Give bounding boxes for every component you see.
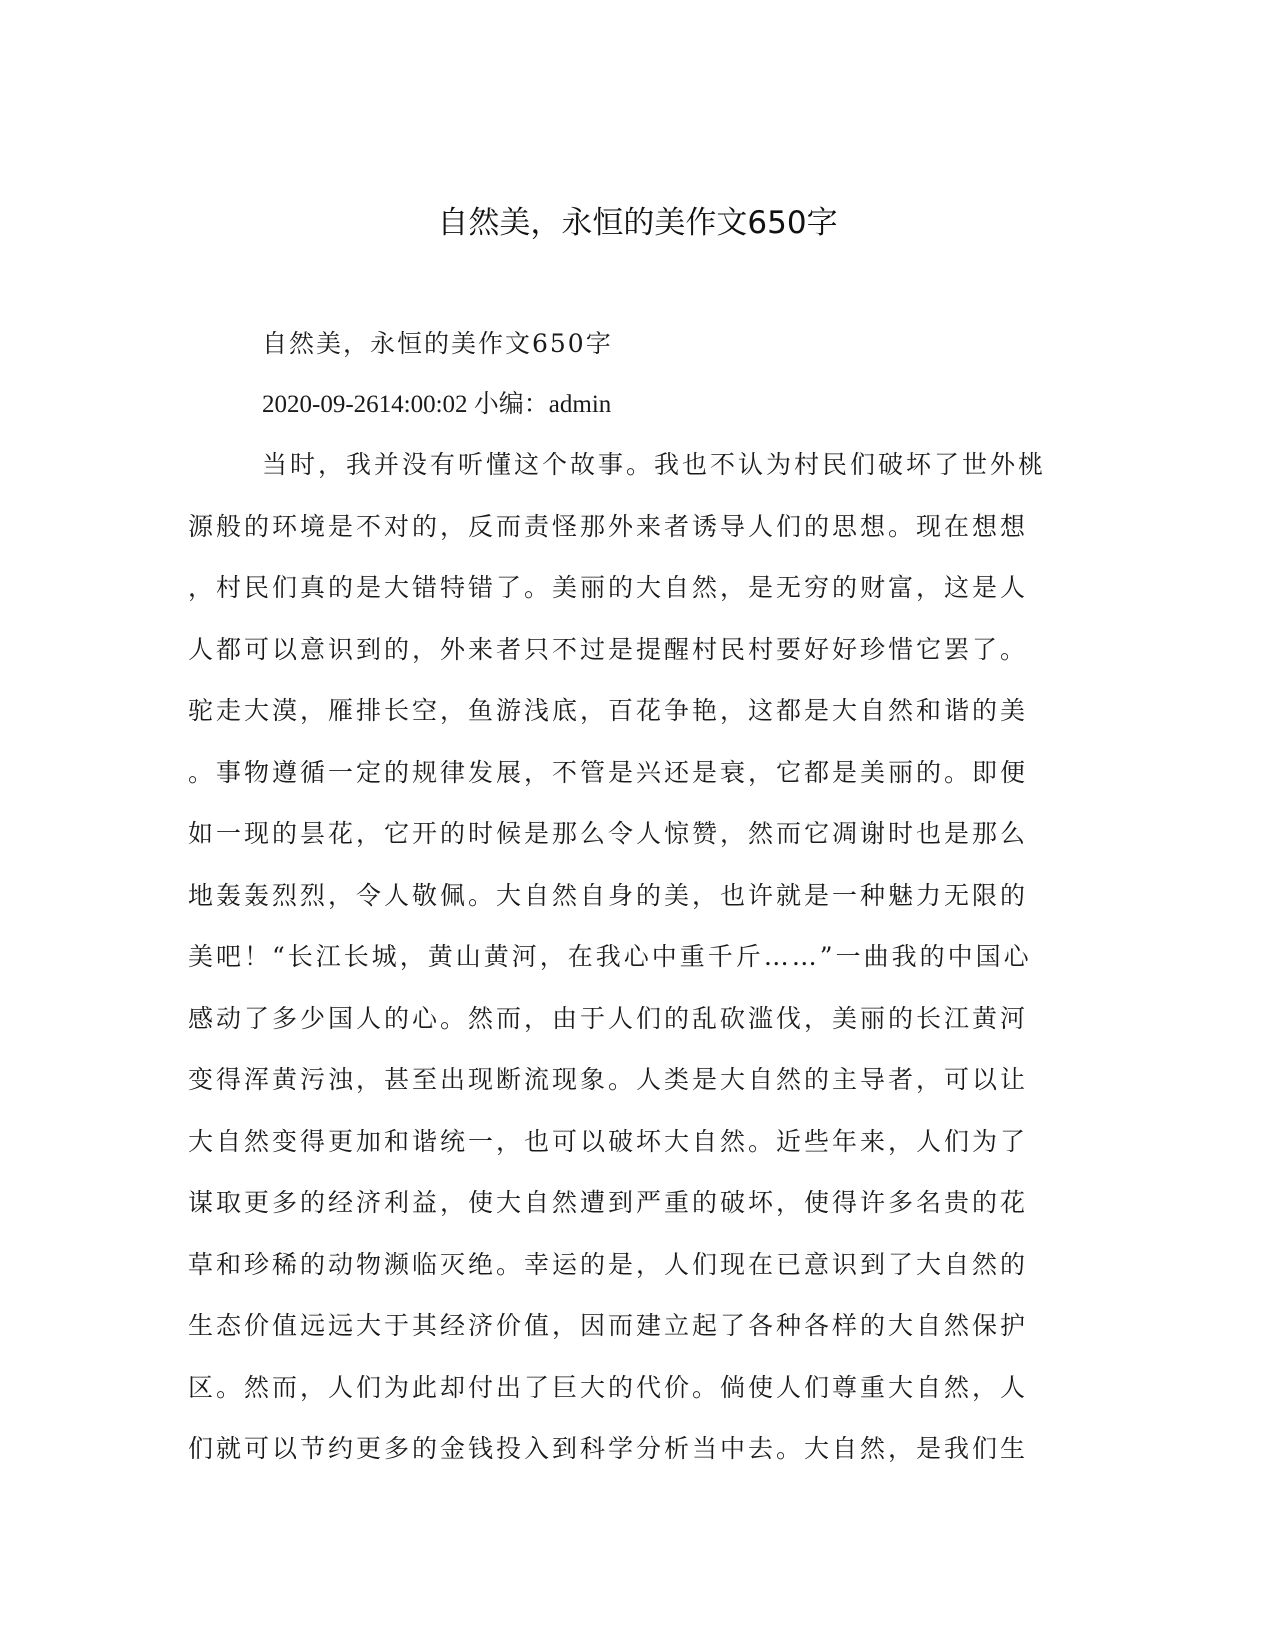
body-line: 如一现的昙花，它开的时候是那么令人惊赞，然而它凋谢时也是那么 — [188, 819, 1029, 848]
body-line: 变得浑黄污浊，甚至出现断流现象。人类是大自然的主导者，可以让 — [188, 1065, 1029, 1094]
body-line: 生态价值远远大于其经济价值，因而建立起了各种各样的大自然保护 — [188, 1311, 1029, 1340]
body-line: 地轰轰烈烈，令人敬佩。大自然自身的美，也许就是一种魅力无限的 — [188, 880, 1029, 910]
document-title: 自然美，永恒的美作文650字 — [437, 205, 838, 241]
body-line: 区。然而，人们为此却付出了巨大的代价。倘使人们尊重大自然，人 — [188, 1372, 1029, 1402]
body-line: 草和珍稀的动物濒临灭绝。幸运的是，人们现在已意识到了大自然的 — [188, 1249, 1029, 1279]
body-line: 驼走大漠，雁排长空，鱼游浅底，百花争艳，这都是大自然和谐的美 — [188, 696, 1029, 725]
body-line: 。事物遵循一定的规律发展，不管是兴还是衰，它都是美丽的。即便 — [188, 757, 1029, 787]
body-line: 美吧！“长江长城，黄山黄河，在我心中重千斤……”一曲我的中国心 — [188, 942, 1032, 971]
body-line: 人都可以意识到的，外来者只不过是提醒村民村要好好珍惜它罢了。 — [188, 634, 1029, 664]
article-subtitle: 自然美，永恒的美作文650字 — [262, 329, 613, 358]
body-line: 源般的环境是不对的，反而责怪那外来者诱导人们的思想。现在想想 — [188, 511, 1029, 541]
body-line: 们就可以节约更多的金钱投入到科学分析当中去。大自然，是我们生 — [188, 1434, 1029, 1463]
article-meta: 2020-09-2614:00:02 小编：admin — [262, 391, 612, 418]
body-line: 当时，我并没有听懂这个故事。我也不认为村民们破坏了世外桃 — [262, 450, 1047, 479]
body-line: ，村民们真的是大错特错了。美丽的大自然，是无穷的财富，这是人 — [188, 573, 1029, 602]
body-line: 大自然变得更加和谐统一，也可以破坏大自然。近些年来，人们为了 — [188, 1126, 1029, 1156]
body-line: 谋取更多的经济利益，使大自然遭到严重的破坏，使得许多名贵的花 — [188, 1188, 1029, 1217]
body-line: 感动了多少国人的心。然而，由于人们的乱砍滥伐，美丽的长江黄河 — [188, 1003, 1029, 1033]
article-body — [188, 445, 1058, 1491]
